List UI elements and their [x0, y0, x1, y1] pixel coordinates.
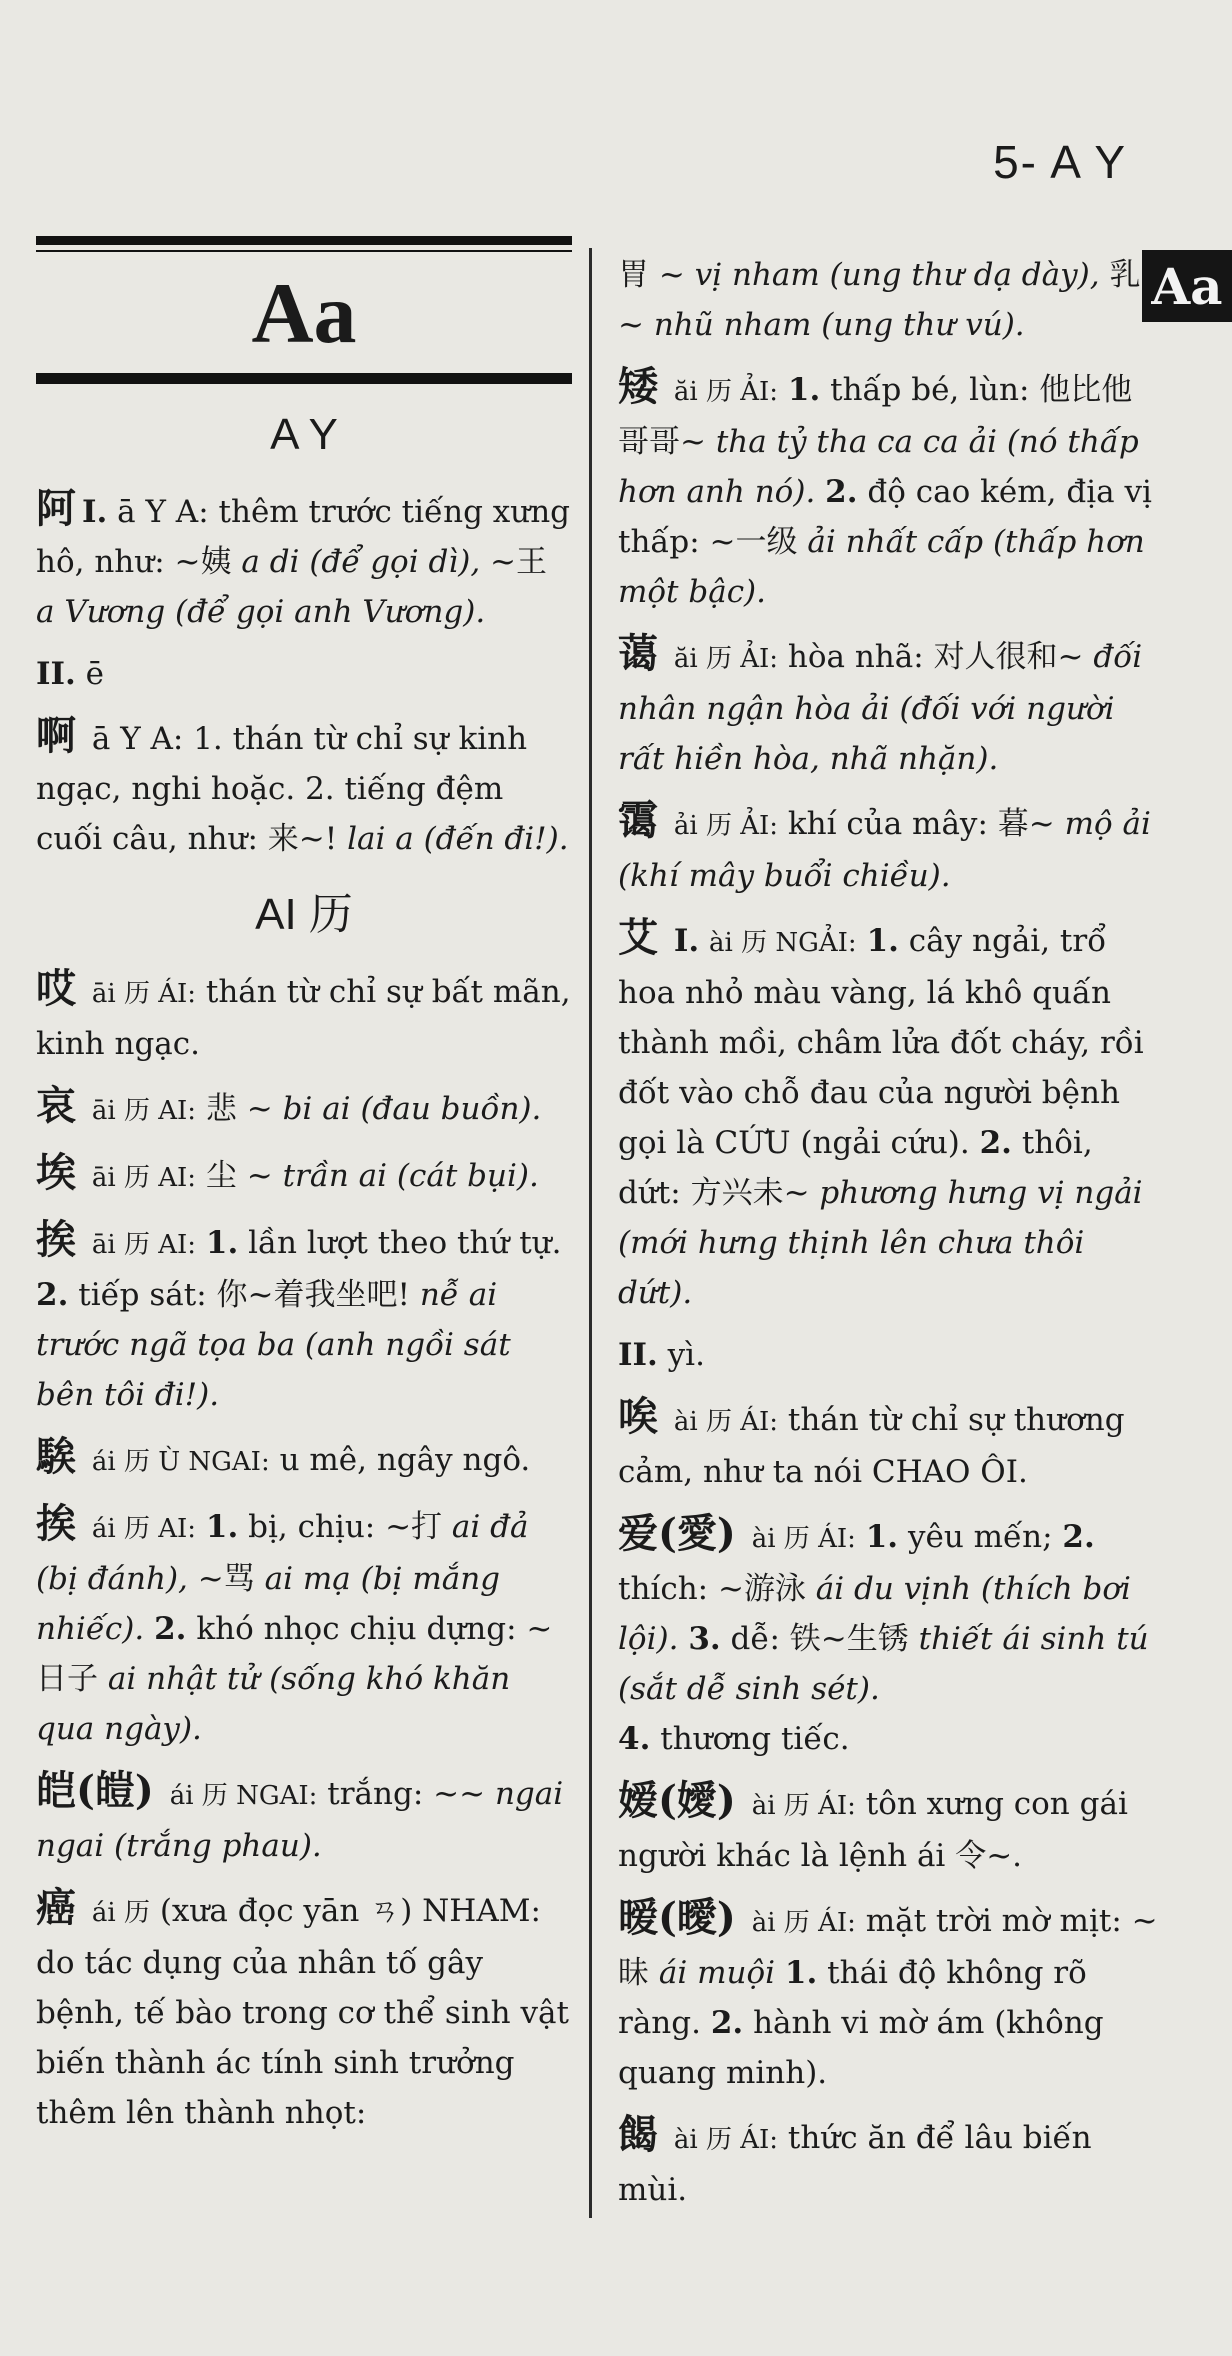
- section-rule-top-thin: [36, 250, 572, 252]
- syllable-heading-a: A Y: [270, 410, 338, 459]
- dictionary-entry: 爱(愛) ài 历 ÁI: 1. yêu mến; 2. thích: ~游泳 ái du vịnh (thích bơi lội). 3. dễ: 铁~生锈 thiết ái sinh tú (sắt dễ sinh sét). 4. thương tiếc.: [618, 1510, 1149, 1757]
- dictionary-entry-sense: II. yì.: [618, 1337, 705, 1373]
- left-column: [36, 236, 572, 2150]
- thumb-index-tab: Aa: [1142, 250, 1232, 322]
- section-rule-top: [36, 236, 572, 245]
- dictionary-entry-continued: 胃 ~ vị nham (ung thư dạ dày), 乳 ~ nhũ nham (ung thư vú).: [618, 257, 1141, 343]
- page-header: 5- A Y: [993, 136, 1127, 188]
- dictionary-entry: 暧(曖) ài 历 ÁI: mặt trời mờ mịt: ~昧 ái muội 1. thái độ không rõ ràng. 2. hành vi mờ ám (không quang minh).: [618, 1894, 1158, 2091]
- dictionary-entry: 哎 āi 历 ÁI: thán từ chỉ sự bất mãn, kinh ngạc.: [36, 965, 571, 1062]
- right-column: [618, 250, 1158, 2227]
- dictionary-entry: 蔼 ăi 历 ẢI: hòa nhã: 对人很和~ đối nhân ngận hòa ải (đối với người rất hiền hòa, nhã nhặn).: [618, 630, 1143, 777]
- dictionary-entry: 挨 āi 历 AI: 1. lần lượt theo thứ tự. 2. tiếp sát: 你~着我坐吧! nễ ai trước ngã tọa ba (anh ngồi sát bên tôi đi!).: [36, 1216, 562, 1413]
- dictionary-entry: 餲 ài 历 ÁI: thức ăn để lâu biến mùi.: [618, 2111, 1092, 2208]
- dictionary-entry: 哀 āi 历 AI: 悲 ~ bi ai (đau buồn).: [36, 1082, 542, 1129]
- dictionary-entry: 挨 ái 历 AI: 1. bị, chịu: ~打 ai đả (bị đánh), ~骂 ai mạ (bị mắng nhiếc). 2. khó nhọc chịu dựng: ~日子 ai nhật tử (sống khó khăn qua ngày).: [36, 1500, 553, 1747]
- column-divider: [589, 248, 592, 2218]
- dictionary-entry: 埃 āi 历 AI: 尘 ~ trần ai (cát bụi).: [36, 1149, 539, 1196]
- dictionary-entry: 艾 I. ài 历 NGẢI: 1. cây ngải, trổ hoa nhỏ màu vàng, lá khô quấn thành mồi, châm lửa đốt cháy, rồi đốt vào chỗ đau của người bệnh gọi là CỨU (ngải cứu). 2. thôi, dứt: 方兴未~ phương hưng vị ngải (mới hưng thịnh lên chưa thôi dứt).: [618, 914, 1144, 1311]
- dictionary-entry: 阿 I. ā Y A: thêm trước tiếng xưng hô, như: ~姨 a di (để gọi dì), ~王 a Vương (để gọi anh Vương).: [36, 485, 571, 630]
- dictionary-entry: 矮 ăi 历 ẢI: 1. thấp bé, lùn: 他比他哥哥~ tha tỷ tha ca ca ải (nó thấp hơn anh nó). 2. độ cao kém, địa vị thấp: ~一级 ải nhất cấp (thấp hơn một bậc).: [618, 363, 1152, 610]
- syllable-heading-ai: AI 历: [255, 890, 353, 939]
- dictionary-entry: 癌 ái 历 (xưa đọc yān ㄢ) NHAM: do tác dụng của nhân tố gây bệnh, tế bào trong cơ thể sinh vật biến thành ác tính sinh trưởng thêm lên thành nhọt:: [36, 1884, 569, 2131]
- dictionary-entry-sense: II. ē: [36, 656, 105, 692]
- dictionary-entry: 騃 ái 历 Ù NGAI: u mê, ngây ngô.: [36, 1433, 531, 1480]
- dictionary-entry: 啊 ā Y A: 1. thán từ chỉ sự kinh ngạc, nghi hoặc. 2. tiếng đệm cuối câu, như: 来~! lai a (đến đi!).: [36, 712, 569, 857]
- section-rule-bottom: [36, 375, 572, 384]
- dictionary-entry: 唉 ài 历 ÁI: thán từ chỉ sự thương cảm, như ta nói CHAO ÔI.: [618, 1393, 1125, 1490]
- section-title: Aa: [251, 265, 357, 361]
- dictionary-entry: 皑(皚) ái 历 NGAI: trắng: ~~ ngai ngai (trắng phau).: [36, 1767, 564, 1864]
- dictionary-entry: 霭 ải 历 ẢI: khí của mây: 暮~ mộ ải (khí mây buổi chiều).: [618, 797, 1151, 894]
- dictionary-entry: 嫒(嬡) ài 历 ÁI: tôn xưng con gái người khác là lệnh ái 令~.: [618, 1777, 1128, 1874]
